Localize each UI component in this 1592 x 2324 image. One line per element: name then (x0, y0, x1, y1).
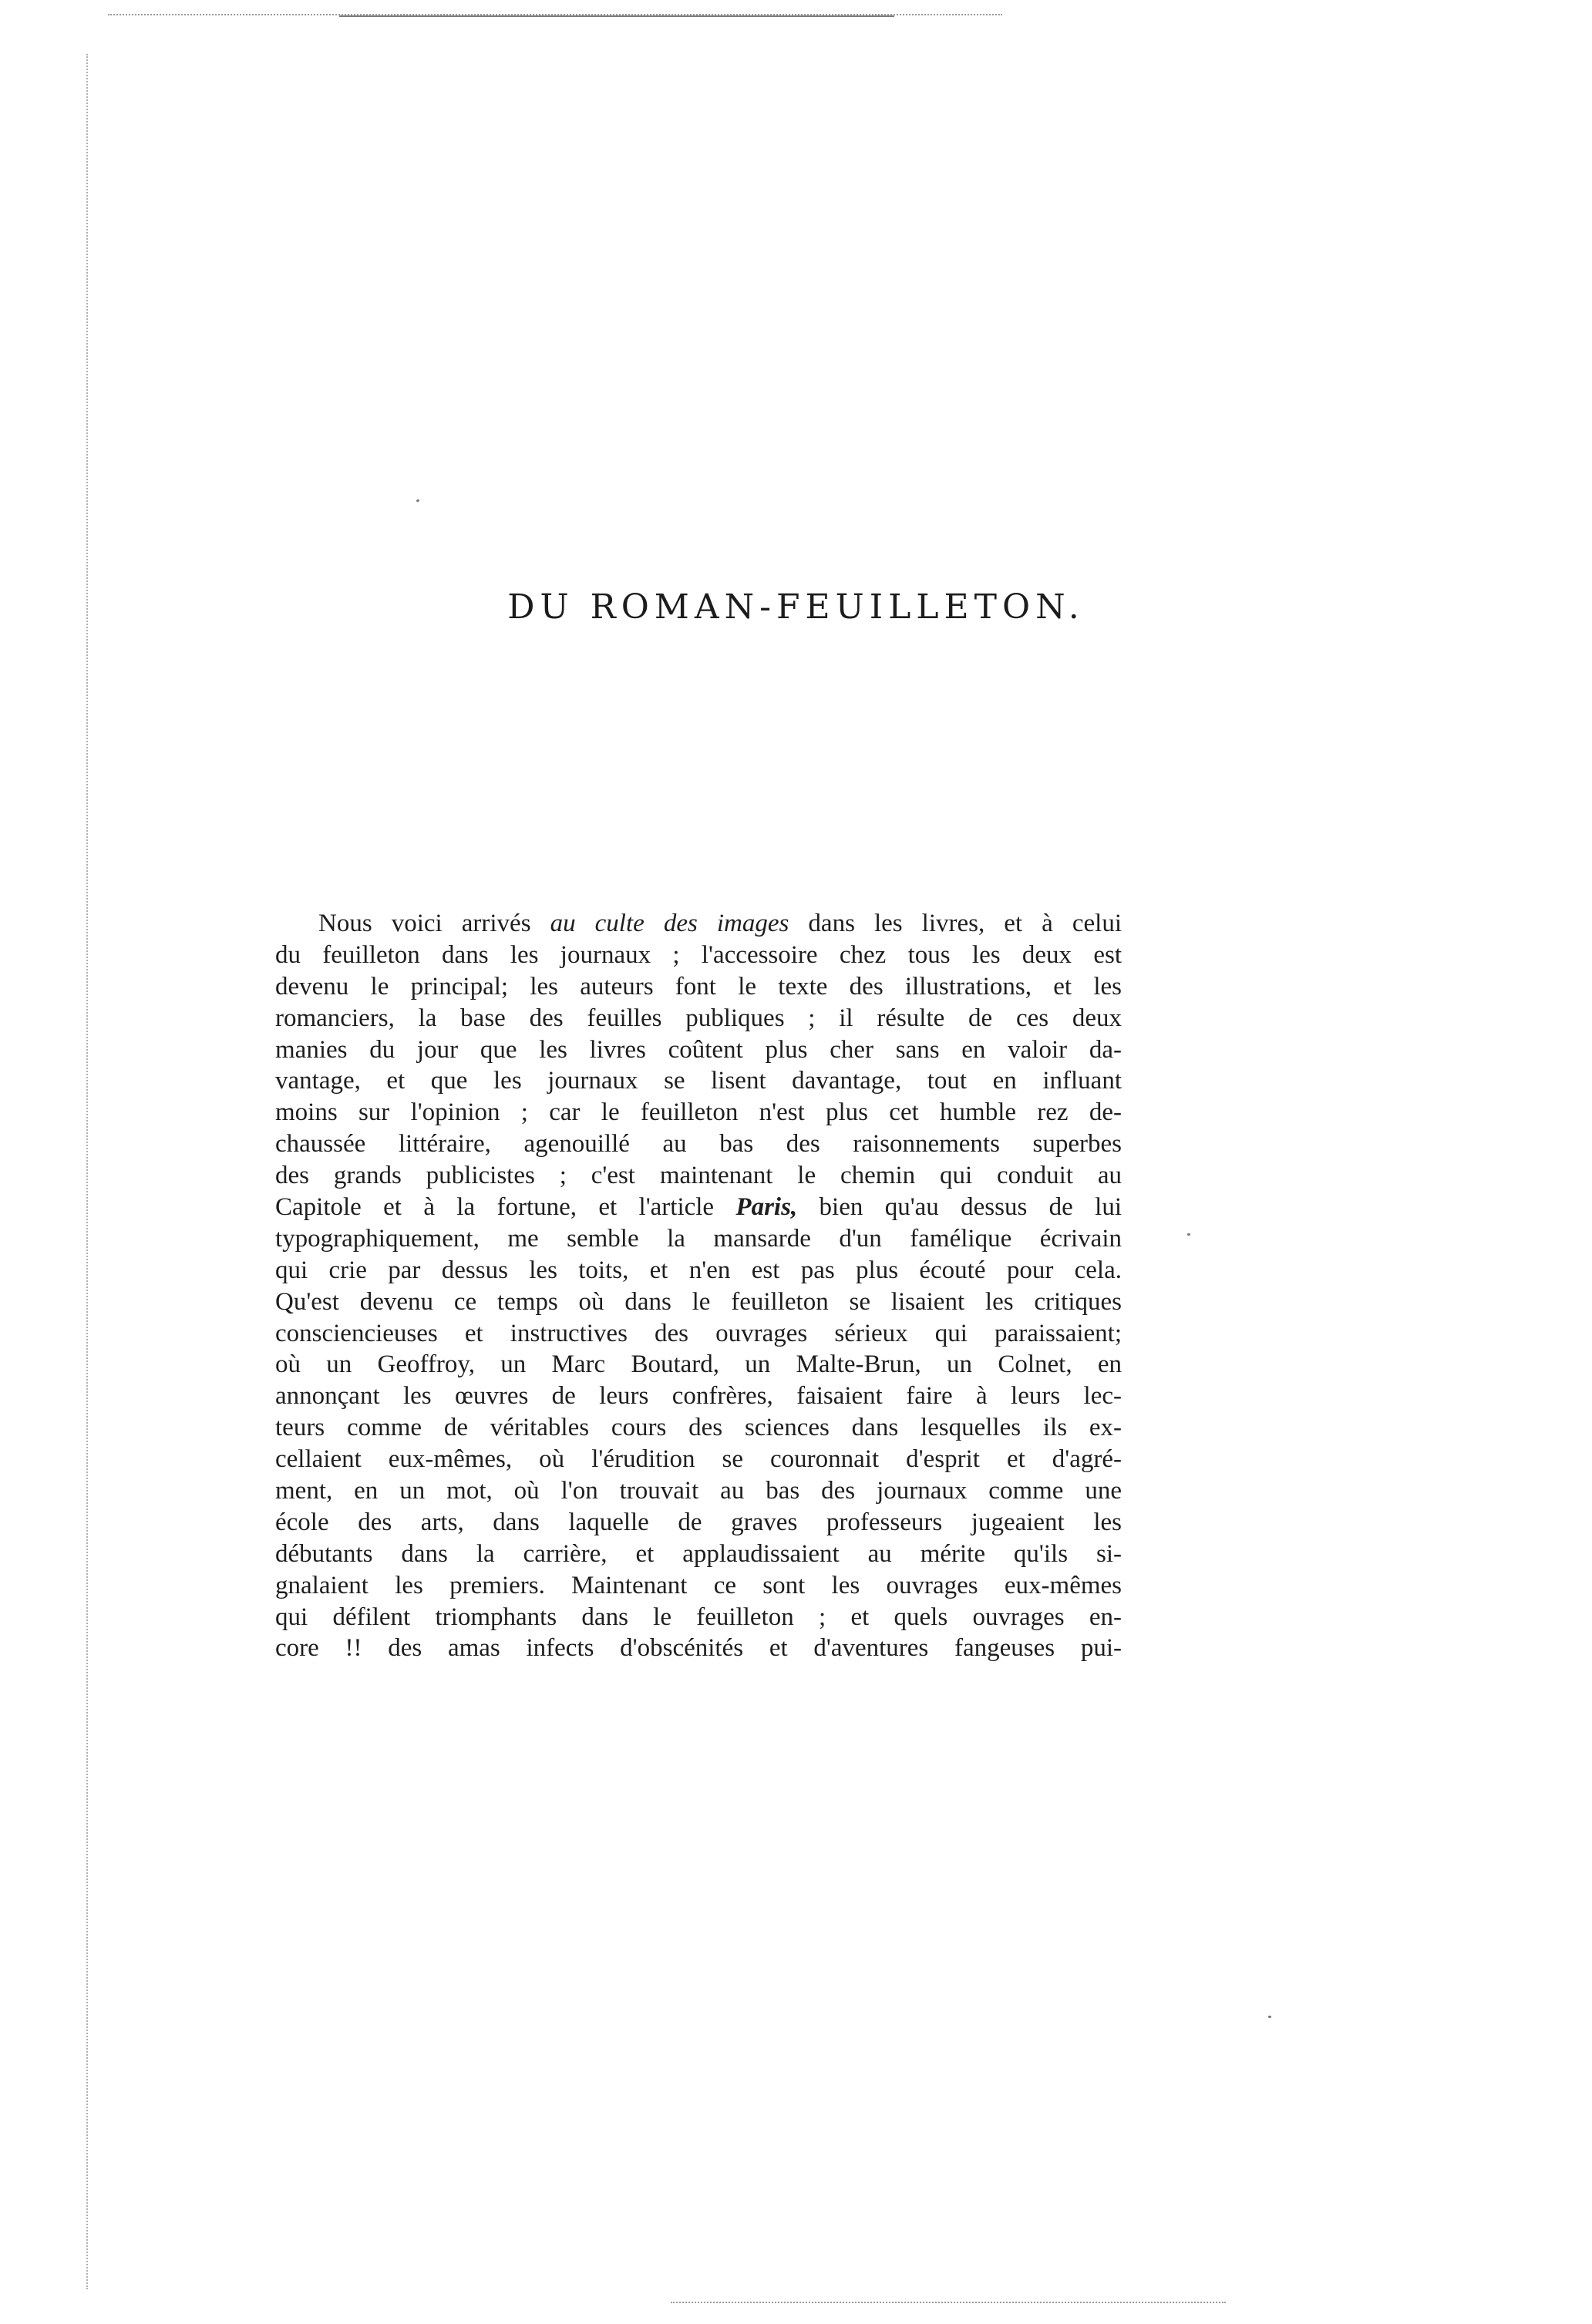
text-line: romanciers, la base des feuilles publiques ; il résulte de ces deux (275, 1004, 1122, 1032)
text-line: chaussée littéraire, agenouillé au bas des raisonnements superbes (275, 1130, 1122, 1159)
text-line: devenu le principal; les auteurs font le texte des illustrations, et les (275, 972, 1122, 1001)
text-line: Nous voici arrivés au culte des images dans les livres, et à celui (318, 910, 1122, 937)
scan-edge-bottom (671, 2302, 1226, 2303)
text-line: core !! des amas infects d'obscénités et d'aventures fangeuses pui- (275, 1634, 1122, 1663)
text-line: Qu'est devenu ce temps où dans le feuilleton se lisaient les critiques (275, 1287, 1122, 1316)
page-title: DU ROMAN-FEUILLETON. (507, 587, 1085, 627)
text-line: des grands publicistes ; c'est maintenant le chemin qui conduit au (275, 1162, 1122, 1190)
text-line: qui défilent triomphants dans le feuilleton ; et quels ouvrages en- (275, 1603, 1122, 1631)
text-line: Capitole et à la fortune, et l'article Paris, bien qu'au dessus de lui (275, 1193, 1122, 1222)
text-line: manies du jour que les livres coûtent plus cher sans en valoir da- (275, 1035, 1122, 1064)
scan-speck (1187, 1233, 1190, 1236)
text-line: débutants dans la carrière, et applaudissaient au mérite qu'ils si- (275, 1539, 1122, 1568)
scan-speck (416, 499, 420, 503)
text-line: teurs comme de véritables cours des sciences dans lesquelles ils ex- (275, 1414, 1122, 1442)
text-line: où un Geoffroy, un Marc Boutard, un Malte-Brun, un Colnet, en (275, 1350, 1122, 1379)
text-line: qui crie par dessus les toits, et n'en est pas plus écouté pour cela. (275, 1256, 1122, 1284)
scan-edge-top-line (339, 15, 894, 17)
scan-edge-left (86, 54, 88, 2289)
text-line: école des arts, dans laquelle de graves professeurs jugeaient les (275, 1508, 1122, 1536)
text-line: cellaient eux-mêmes, où l'érudition se couronnait d'esprit et d'agré- (275, 1445, 1122, 1474)
text-line: gnalaient les premiers. Maintenant ce sont les ouvrages eux-mêmes (275, 1571, 1122, 1599)
text-line: du feuilleton dans les journaux ; l'accessoire chez tous les deux est (275, 940, 1122, 969)
text-line: consciencieuses et instructives des ouvrages sérieux qui paraissaient; (275, 1319, 1122, 1347)
emphasized-word: Paris, (735, 1193, 798, 1222)
text-line: moins sur l'opinion ; car le feuilleton n'est plus cet humble rez de- (275, 1098, 1122, 1127)
body-text (275, 908, 1122, 1664)
text-line: ment, en un mot, où l'on trouvait au bas des journaux comme une (275, 1477, 1122, 1505)
text-line: typographiquement, me semble la mansarde d'un famélique écrivain (275, 1224, 1122, 1253)
italic-phrase: au culte des images (550, 910, 789, 937)
text-line: annonçant les œuvres de leurs confrères, faisaient faire à leurs lec- (275, 1382, 1122, 1411)
text-line: vantage, et que les journaux se lisent davantage, tout en influant (275, 1067, 1122, 1095)
scan-speck (1268, 2016, 1271, 2018)
